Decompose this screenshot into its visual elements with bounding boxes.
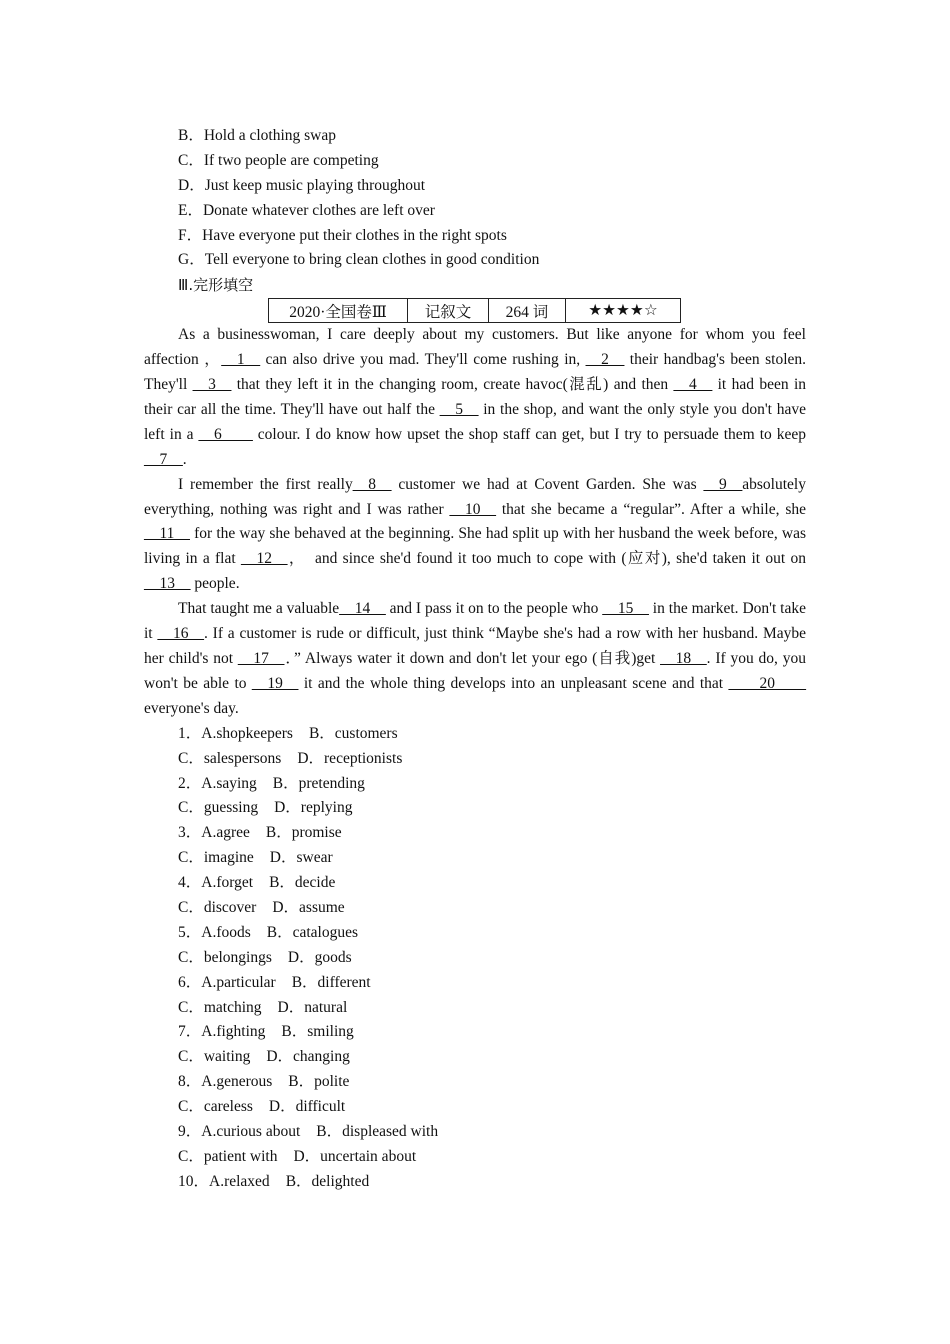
text: their handbag's been stolen. They'll bbox=[144, 351, 807, 394]
blank-1: __1__ bbox=[221, 351, 261, 369]
blank-6: __6____ bbox=[198, 425, 253, 443]
choice-d: D．swear bbox=[269, 849, 333, 867]
choice-a: 5．A.foods bbox=[178, 923, 251, 941]
text: people. bbox=[190, 575, 240, 593]
question-4-cd bbox=[144, 896, 806, 921]
text: ， and since she'd found it too much to cope with (应对), she'd taken it out on bbox=[287, 550, 806, 568]
blank-2: __2__ bbox=[585, 351, 625, 369]
question-8-ab bbox=[144, 1070, 806, 1095]
option-c: C．If two people are competing bbox=[178, 151, 379, 169]
question-6-ab bbox=[144, 971, 806, 996]
choice-c: C．patient with bbox=[178, 1147, 278, 1165]
blank-5: __5__ bbox=[439, 400, 479, 418]
blank-18: __18__ bbox=[660, 650, 707, 668]
option-d: D．Just keep music playing throughout bbox=[178, 176, 426, 194]
question-10-ab bbox=[144, 1170, 806, 1195]
choice-c: C．belongings bbox=[178, 948, 272, 966]
passage-paragraph-1 bbox=[144, 323, 806, 472]
blank-13: __13__ bbox=[144, 575, 191, 593]
question-7-ab bbox=[144, 1020, 806, 1045]
question-5-ab bbox=[144, 921, 806, 946]
choice-b: B．decide bbox=[269, 874, 336, 892]
passage-paragraph-2 bbox=[144, 473, 806, 598]
text: customer we had at Covent Garden. She was bbox=[391, 475, 704, 493]
choice-c: C．waiting bbox=[178, 1048, 251, 1066]
text: in the shop, and want the only style you don't have left in a bbox=[144, 400, 806, 443]
blank-9: __9__ bbox=[703, 475, 743, 493]
choice-c: C．discover bbox=[178, 898, 257, 916]
choice-d: D．replying bbox=[274, 799, 353, 817]
choice-c: C．salespersons bbox=[178, 749, 282, 767]
blank-4: __4__ bbox=[673, 376, 713, 394]
blank-7: __7__ bbox=[144, 450, 183, 468]
choice-b: B．promise bbox=[265, 824, 342, 842]
blank-20: ____20____ bbox=[728, 674, 807, 692]
text: can also drive you mad. They'll come rushing in, bbox=[260, 351, 586, 369]
text: that she became a “regular”. After a while, she bbox=[496, 500, 806, 518]
choice-d: D．difficult bbox=[268, 1098, 346, 1116]
option-g: G．Tell everyone to bring clean clothes in good condition bbox=[178, 251, 540, 269]
choice-d: D．uncertain about bbox=[293, 1147, 417, 1165]
question-8-cd bbox=[144, 1095, 806, 1120]
choice-a: 8．A.generous bbox=[178, 1073, 273, 1091]
exam-page bbox=[144, 124, 806, 1195]
choice-d: D．natural bbox=[277, 998, 348, 1016]
choice-d: D．changing bbox=[266, 1048, 350, 1066]
choice-b: B．customers bbox=[308, 724, 398, 742]
choice-b: B．pretending bbox=[272, 774, 365, 792]
blank-11: __11__ bbox=[144, 525, 190, 543]
option-b: B．Hold a clothing swap bbox=[178, 127, 336, 144]
text: that they left it in the changing room, create havoc(混乱) and then bbox=[231, 376, 674, 394]
text: and I pass it on to the people who bbox=[385, 600, 603, 618]
text: . bbox=[182, 450, 187, 468]
question-5-cd bbox=[144, 946, 806, 971]
choice-b: B．smiling bbox=[281, 1023, 354, 1041]
choice-b: B．delighted bbox=[285, 1172, 370, 1190]
info-difficulty: ★★★★☆ bbox=[566, 299, 681, 323]
choice-b: B．catalogues bbox=[266, 923, 359, 941]
choice-c: C．careless bbox=[178, 1098, 253, 1116]
choice-a: 1．A.shopkeepers bbox=[178, 724, 293, 742]
passage-paragraph-3 bbox=[144, 597, 806, 722]
blank-17: __17__ bbox=[237, 650, 285, 668]
blank-14: __14__ bbox=[339, 600, 386, 618]
blank-19: __19__ bbox=[251, 674, 299, 692]
text: . If a customer is rude or difficult, just think “Maybe she's had a row with her husband. Maybe her child's not bbox=[144, 625, 806, 668]
text: ．” Always water it down and don't let your ego (自我)get bbox=[284, 650, 661, 668]
text: colour. I do know how upset the shop staff can get, but I try to persuade them to keep bbox=[252, 425, 806, 443]
blank-3: __3__ bbox=[192, 376, 232, 394]
choice-c: C．imagine bbox=[178, 849, 254, 867]
text: absolutely everything, nothing was right and I was rather bbox=[144, 475, 806, 518]
question-3-cd bbox=[144, 846, 806, 871]
text: in the market. Don't take it bbox=[144, 600, 806, 643]
question-2-ab bbox=[144, 772, 806, 797]
question-9-cd bbox=[144, 1145, 806, 1170]
question-6-cd bbox=[144, 996, 806, 1021]
question-1-cd bbox=[144, 747, 806, 772]
question-2-cd bbox=[144, 796, 806, 821]
question-7-cd bbox=[144, 1045, 806, 1070]
choice-a: 7．A.fighting bbox=[178, 1023, 266, 1041]
section-heading: Ⅲ.完形填空 bbox=[178, 276, 254, 295]
text: That taught me a valuable bbox=[178, 600, 340, 618]
choice-a: 10．A.relaxed bbox=[178, 1172, 270, 1190]
text: As a businesswoman, I care deeply about my customers. But like anyone for whom you feel affection ， bbox=[144, 326, 806, 369]
blank-12: __12__ bbox=[240, 550, 288, 568]
choice-a: 4．A.forget bbox=[178, 874, 254, 892]
choice-a: 9．A.curious about bbox=[178, 1122, 301, 1140]
choice-d: D．receptionists bbox=[297, 749, 403, 767]
info-genre: 记叙文 bbox=[408, 299, 489, 323]
question-3-ab bbox=[144, 821, 806, 846]
blank-10: __10__ bbox=[449, 500, 496, 518]
info-word-count: 264 词 bbox=[489, 299, 566, 323]
choice-a: 3．A.agree bbox=[178, 824, 250, 842]
text: . If you do, you won't be able to bbox=[144, 650, 807, 692]
choice-b: B．polite bbox=[288, 1073, 350, 1091]
question-1-ab bbox=[144, 722, 806, 747]
text: for the way she behaved at the beginning. She had split up with her husband the week before, was living in a flat bbox=[144, 525, 806, 568]
blank-15: __15__ bbox=[602, 600, 649, 618]
blank-8: __8__ bbox=[352, 475, 392, 493]
choice-c: C．matching bbox=[178, 998, 262, 1016]
info-source: 2020·全国卷Ⅲ bbox=[269, 299, 408, 323]
choice-b: B．different bbox=[291, 973, 371, 991]
blank-16: __16__ bbox=[157, 625, 204, 643]
choice-b: B．displeased with bbox=[316, 1122, 439, 1140]
text: I remember the first really bbox=[178, 475, 353, 493]
option-e: E．Donate whatever clothes are left over bbox=[178, 201, 435, 219]
choice-a: 2．A.saying bbox=[178, 774, 257, 792]
question-9-ab bbox=[144, 1120, 806, 1145]
question-4-ab bbox=[144, 871, 806, 896]
text: it and the whole thing develops into an unpleasant scene and that bbox=[298, 674, 729, 692]
choice-a: 6．A.particular bbox=[178, 973, 276, 991]
passage-info-table bbox=[268, 298, 681, 323]
choice-d: D．assume bbox=[272, 898, 345, 916]
option-f: F．Have everyone put their clothes in the right spots bbox=[178, 226, 507, 244]
choice-c: C．guessing bbox=[178, 799, 259, 817]
choice-d: D．goods bbox=[287, 948, 352, 966]
text: everyone's day. bbox=[144, 699, 239, 717]
text: it had been in their car all the time. They'll have out half the bbox=[144, 376, 806, 418]
